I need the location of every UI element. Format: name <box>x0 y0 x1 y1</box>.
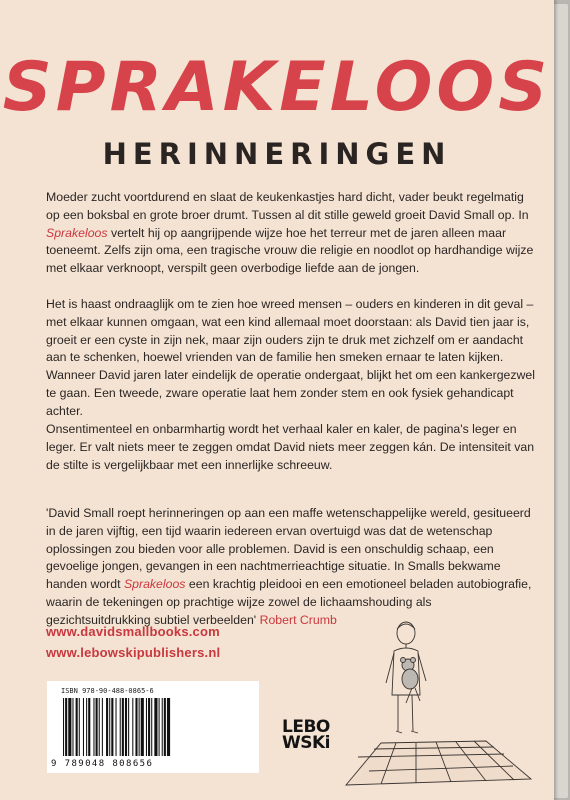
blurb-paragraph-1 <box>46 189 538 278</box>
author-website-link[interactable]: www.davidsmallbooks.com <box>46 624 220 639</box>
book-title: SPRAKELOOS <box>2 48 552 127</box>
book-subtitle: HERINNERINGEN <box>102 137 452 171</box>
quote-text: 'David Small roept herinneringen op aan een maffe wetenschappelijke wereld, gesitueerd in de jaren vijftig, een tijd waarin iedereen ervan overtuigd was dat de wetenschap oplossingen zou bieden voor alle problemen. David is een onschuldig schaap, een gevoelige jongen, gevangen in een nachtmerrieachtige situatie. In Smalls bekwame handen wordt <box>46 506 531 592</box>
isbn-number: ISBN 978-90-488-0865-6 <box>61 687 154 695</box>
quote-text: een krachtig pleidooi en een emotioneel beladen autobiografie, waarin de tekeningen op prachtige wijze zowel de lichaamshouding als gezichtsuitdrukking subtiel verbeelden' <box>46 577 532 627</box>
barcode-digits: 9 789048 808656 <box>51 759 154 769</box>
logo-line: WSKi <box>282 733 330 753</box>
logo-line: LEBO <box>282 717 330 737</box>
quote-attribution: Robert Crumb <box>259 612 337 627</box>
blurb-paragraph-2: Het is haast ondraaglijk om te zien hoe wreed mensen – ouders en kinderen in dit geval – met elkaar kunnen omgaan, wat een kind allemaal moet doorstaan: als David tien jaar is, groeit er een cyste in zijn nek, maar zijn ouders zijn te druk met zichzelf om er aandacht aan te schenken, hoewel vrienden van de familie hen smeken ernaar te laten kijken. Wanneer David jaren later eindelijk de operatie ondergaat, blijkt het om een kankergezwel te gaan. Een tweede, zware operatie laat hem zonder stem en ook fysiek gehandicapt achter. <box>46 297 535 418</box>
publisher-website-link[interactable]: www.lebowskipublishers.nl <box>46 645 221 660</box>
blurb-text: Moeder zucht voortdurend en slaat de keukenkastjes hard dicht, vader beukt regelmatig op een boksbal en grote broer drumt. Tussen al dit stille geweld groeit David Small op. In <box>46 190 529 222</box>
title-emphasis: Sprakeloos <box>46 225 108 240</box>
title-emphasis: Sprakeloos <box>123 577 186 592</box>
blurb-text: vertelt hij op aangrijpende wijze hoe het terreur met de jaren alleen maar toeneemt. Zelfs zijn oma, een tragische vrouw die religie en noodlot op hardhandige wijze met elkaar verknoopt, verspilt geen overbodige liefde aan de jongen. <box>46 225 534 276</box>
blurb-paragraph-3: Onsentimenteel en onbarmhartig wordt het verhaal kaler en kaler, de pagina's leger en leger. Er valt niets meer te zeggen omdat David niets meer zeggen kán. De intensiteit van de stilte is vergelijkbaar met een innerlijke schreeuw. <box>46 422 535 472</box>
barcode <box>47 681 259 773</box>
barcode-bars <box>61 698 247 758</box>
boy-with-teddy-illustration <box>336 603 536 793</box>
publisher-logo <box>282 717 330 753</box>
